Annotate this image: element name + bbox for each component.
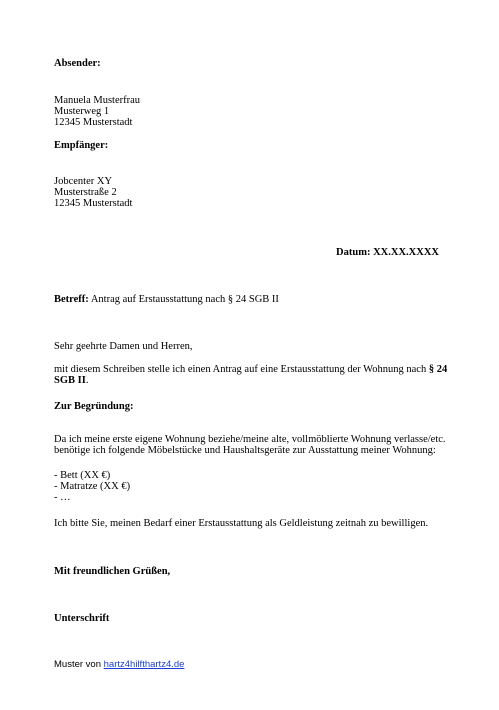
list-item: - Bett (XX €) [54,470,111,481]
sender-address [54,95,140,128]
footer-link[interactable]: hartz4hilfthartz4.de [103,659,185,670]
intro-period: . [85,375,89,386]
reason-paragraph [54,434,446,456]
date-value: XX.XX.XXXX [373,247,439,258]
subject-text: Antrag auf Erstausstattung nach § 24 SGB II [90,294,279,305]
item-list [54,470,130,503]
list-item: - Matratze (XX €) [54,481,131,492]
recipient-street: Musterstraße 2 [54,187,117,198]
sender-heading: Absender: [54,58,101,69]
date-line [336,247,439,258]
list-item: - … [54,492,71,503]
recipient-address [54,176,132,209]
date-label: Datum: [336,247,371,258]
salutation: Sehr geehrte Damen und Herren, [54,341,193,352]
intro-paragraph [54,364,447,386]
sender-city: 12345 Musterstadt [54,117,133,128]
footer-credit [54,659,184,670]
signature-label: Unterschrift [54,613,110,624]
reason-heading: Zur Begründung: [54,401,134,412]
reason-line-2: benötige ich folgende Möbelstücke und Haushaltsgeräte zur Ausstattung meiner Wohnung: [54,445,436,456]
recipient-heading: Empfänger: [54,140,109,151]
reason-line-1: Da ich meine erste eigene Wohnung beziehe/meine alte, vollmöblierte Wohnung verlasse/etc. [54,434,446,445]
request-paragraph: Ich bitte Sie, meinen Bedarf einer Erstausstattung als Geldleistung zeitnah zu bewilligen. [54,518,429,529]
recipient-city: 12345 Musterstadt [54,198,133,209]
closing: Mit freundlichen Grüßen, [54,566,171,577]
intro-ref-paragraph: § 24 [428,364,448,375]
subject-line [54,294,279,305]
sender-name: Manuela Musterfrau [54,95,141,106]
recipient-name: Jobcenter XY [54,176,113,187]
intro-text: mit diesem Schreiben stelle ich einen Antrag auf eine Erstausstattung der Wohnung nach [54,364,427,375]
intro-ref-law: SGB II [54,375,86,386]
footer-prefix: Muster von [54,659,104,670]
subject-label: Betreff: [54,294,89,305]
sender-street: Musterweg 1 [54,106,110,117]
